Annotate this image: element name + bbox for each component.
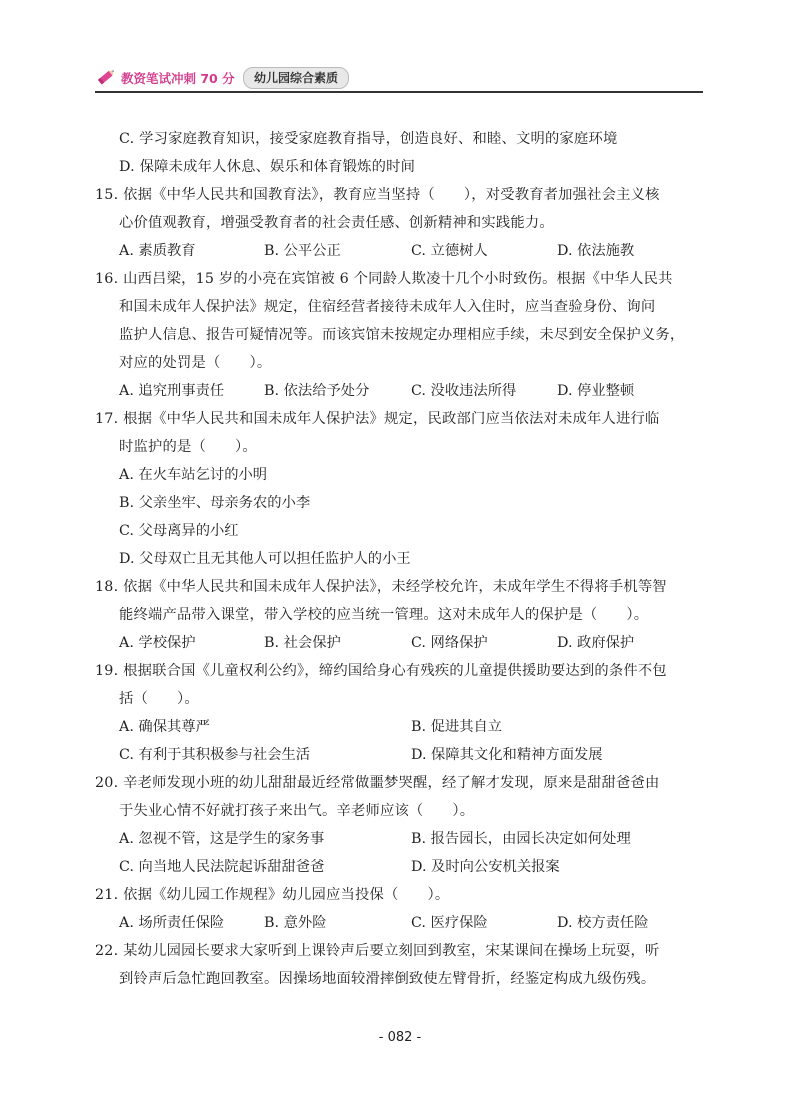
- q17-option-d: D. 父母双亡且无其他人可以担任监护人的小王: [119, 551, 411, 567]
- q20-option-a: A. 忽视不管，这是学生的家务事: [119, 831, 325, 847]
- q18-stem-line2: 能终端产品带入课堂，带入学校的应当统一管理。这对未成年人的保护是（ ）。: [119, 607, 649, 623]
- q15-option-a: A. 素质教育: [119, 243, 196, 259]
- q17-option-a: A. 在火车站乞讨的小明: [119, 467, 268, 483]
- q18-option-a: A. 学校保护: [119, 635, 196, 651]
- q21-option-b: B. 意外险: [264, 915, 327, 931]
- q20-option-d: D. 及时向公安机关报案: [411, 859, 560, 875]
- q18-option-d: D. 政府保护: [557, 635, 635, 651]
- q15-option-c: C. 立德树人: [411, 243, 488, 259]
- q19-option-c: C. 有利于其积极参与社会生活: [119, 747, 311, 763]
- q16-stem-line1: 16. 山西吕梁，15 岁的小亮在宾馆被 6 个同龄人欺凌十几个小时致伤。根据《中华人民共: [95, 271, 673, 287]
- q16-stem-line3: 监护人信息、报告可疑情况等。而该宾馆未按规定办理相应手续，未尽到安全保护义务，: [119, 327, 685, 343]
- q20-stem-line2: 于失业心情不好就打孩子来出气。辛老师应该（ ）。: [119, 803, 475, 819]
- q19-option-a: A. 确保其尊严: [119, 719, 210, 735]
- q16-option-b: B. 依法给予处分: [264, 383, 370, 399]
- prev-option-d: D. 保障未成年人休息、娱乐和体育锻炼的时间: [119, 159, 416, 175]
- page-number: - 082 -: [378, 1030, 422, 1045]
- q20-option-c: C. 向当地人民法院起诉甜甜爸爸: [119, 859, 325, 875]
- q16-stem-line2: 和国未成年人保护法》规定，住宿经营者接待未成年人入住时，应当查验身份、询问: [119, 299, 656, 315]
- q19-stem-line2: 括（ ）。: [119, 691, 199, 707]
- prev-option-c: C. 学习家庭教育知识，接受家庭教育指导，创造良好、和睦、文明的家庭环境: [119, 131, 618, 147]
- q16-option-c: C. 没收违法所得: [411, 383, 517, 399]
- q19-option-d: D. 保障其文化和精神方面发展: [411, 747, 603, 763]
- q16-option-a: A. 追究刑事责任: [119, 383, 225, 399]
- q21-stem-line1: 21. 依据《幼儿园工作规程》幼儿园应当投保（ ）。: [95, 887, 450, 903]
- q21-option-d: D. 校方责任险: [557, 915, 649, 931]
- q18-stem-line1: 18. 依据《中华人民共和国未成年人保护法》，未经学校允许，未成年学生不得将手机等智: [95, 579, 667, 595]
- q18-option-b: B. 社会保护: [264, 635, 341, 651]
- q21-option-c: C. 医疗保险: [411, 915, 488, 931]
- q17-option-b: B. 父亲坐牢、母亲务农的小李: [119, 495, 311, 511]
- pencil-icon: [95, 66, 117, 88]
- q22-stem-line2: 到铃声后急忙跑回教室。因操场地面较滑摔倒致使左臂骨折，经鉴定构成九级伤残。: [119, 971, 656, 987]
- header-section-badge: 幼儿园综合素质: [243, 67, 349, 89]
- header-title: 教资笔试冲刺 70 分: [121, 71, 235, 86]
- q22-stem-line1: 22. 某幼儿园园长要求大家听到上课铃声后要立刻回到教室，宋某课间在操场上玩耍，听: [95, 943, 660, 959]
- page-header: [95, 64, 703, 94]
- q18-option-c: C. 网络保护: [411, 635, 488, 651]
- q20-option-b: B. 报告园长，由园长决定如何处理: [411, 831, 631, 847]
- q21-option-a: A. 场所责任保险: [119, 915, 225, 931]
- q15-option-b: B. 公平公正: [264, 243, 341, 259]
- q15-stem-line2: 心价值观教育，增强受教育者的社会责任感、创新精神和实践能力。: [119, 215, 554, 231]
- q15-stem-line1: 15. 依据《中华人民共和国教育法》，教育应当坚持（ ），对受教育者加强社会主义核: [95, 187, 660, 203]
- q17-option-c: C. 父母离异的小红: [119, 523, 239, 539]
- q19-option-b: B. 促进其自立: [411, 719, 503, 735]
- q15-option-d: D. 依法施教: [557, 243, 635, 259]
- q20-stem-line1: 20. 辛老师发现小班的幼儿甜甜最近经常做噩梦哭醒，经了解才发现，原来是甜甜爸爸由: [95, 775, 660, 791]
- q17-stem-line2: 时监护的是（ ）。: [119, 439, 257, 455]
- q19-stem-line1: 19. 根据联合国《儿童权利公约》，缔约国给身心有残疾的儿童提供援助要达到的条件不包: [95, 663, 667, 679]
- header-divider: [95, 91, 703, 93]
- q17-stem-line1: 17. 根据《中华人民共和国未成年人保护法》规定，民政部门应当依法对未成年人进行临: [95, 411, 660, 427]
- q16-option-d: D. 停业整顿: [557, 383, 635, 399]
- q16-stem-line4: 对应的处罚是（ ）。: [119, 355, 272, 371]
